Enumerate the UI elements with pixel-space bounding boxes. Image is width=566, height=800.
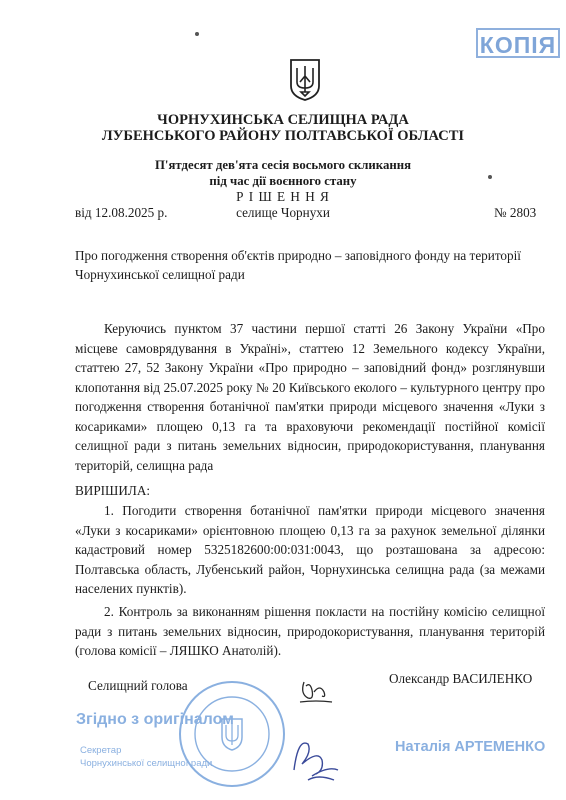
head-signature xyxy=(296,672,336,708)
preamble-paragraph xyxy=(75,319,545,475)
decision-item-2 xyxy=(75,602,545,661)
secretary-signature xyxy=(288,730,344,786)
certified-copy-stamp: Згідно з оригіналом xyxy=(76,711,234,728)
signer-title: Селищний голова xyxy=(88,678,188,693)
item-2-text: 2. Контроль за виконанням рішення покласти на постійну комісію селищної ради з питань земельних відносин, природокористування, планування територій (голова комісії – ЛЯШКО Анатолій). xyxy=(75,604,545,658)
subject-line: Про погодження створення об'єктів природно – заповідного фонду на території xyxy=(75,248,521,263)
ink-dot xyxy=(195,32,199,36)
coat-of-arms-icon xyxy=(289,58,321,102)
decision-number: № 2803 xyxy=(494,205,537,220)
decision-title: Р І Ш Е Н Н Я xyxy=(236,189,330,204)
preamble-text: Керуючись пунктом 37 частини першої статті 26 Закону України «Про місцеве самоврядування в Україні», статтею 12 Земельного кодексу України, статтею 27, 52 Закону України «Про природно – заповідний фонд» розглянувши клопотання від 25.07.2025 року № 20 Київського еколого – культурного центру про погодження створення ботанічної пам'ятки природи місцевого значення «Луки з косариками» площею 0,13 га та враховуючи рекомендації постійної комісії селищної ради з питань земельних відносин, природокористування, планування територій, селищна рада xyxy=(75,321,545,473)
martial-law-line: під час дії воєнного стану xyxy=(209,174,357,188)
session-line: П'ятдесят дев'ята сесія восьмого скликання xyxy=(154,158,412,172)
resolved-heading: ВИРІШИЛА: xyxy=(75,483,151,498)
signer-name: Олександр ВАСИЛЕНКО xyxy=(389,671,533,686)
subject-line: Чорнухинської селищної ради xyxy=(75,267,245,282)
official-round-seal xyxy=(178,675,286,793)
secretary-org: Чорнухинської селищної ради xyxy=(80,758,213,769)
secretary-name: Наталія АРТЕМЕНКО xyxy=(395,739,546,755)
secretary-title: Секретар xyxy=(80,745,122,756)
council-district: ЛУБЕНСЬКОГО РАЙОНУ ПОЛТАВСЬКОЇ ОБЛАСТІ xyxy=(101,128,465,144)
copy-stamp: КОПІЯ xyxy=(476,28,560,58)
decision-place: селище Чорнухи xyxy=(236,205,330,220)
decision-item-1 xyxy=(75,501,545,599)
council-name: ЧОРНУХИНСЬКА СЕЛИЩНА РАДА xyxy=(157,112,409,128)
decision-date: від 12.08.2025 р. xyxy=(75,205,168,220)
item-1-text: 1. Погодити створення ботанічної пам'ятки природи місцевого значення «Луки з косариками» орієнтовною площею 0,13 га за рахунок земельної ділянки кадастровий номер 5325182600:00:031:0043, що розташована за адресою: Полтавська область, Лубенський район, Чорнухинська селищна рада (за межами населених пунктів). xyxy=(75,503,545,596)
